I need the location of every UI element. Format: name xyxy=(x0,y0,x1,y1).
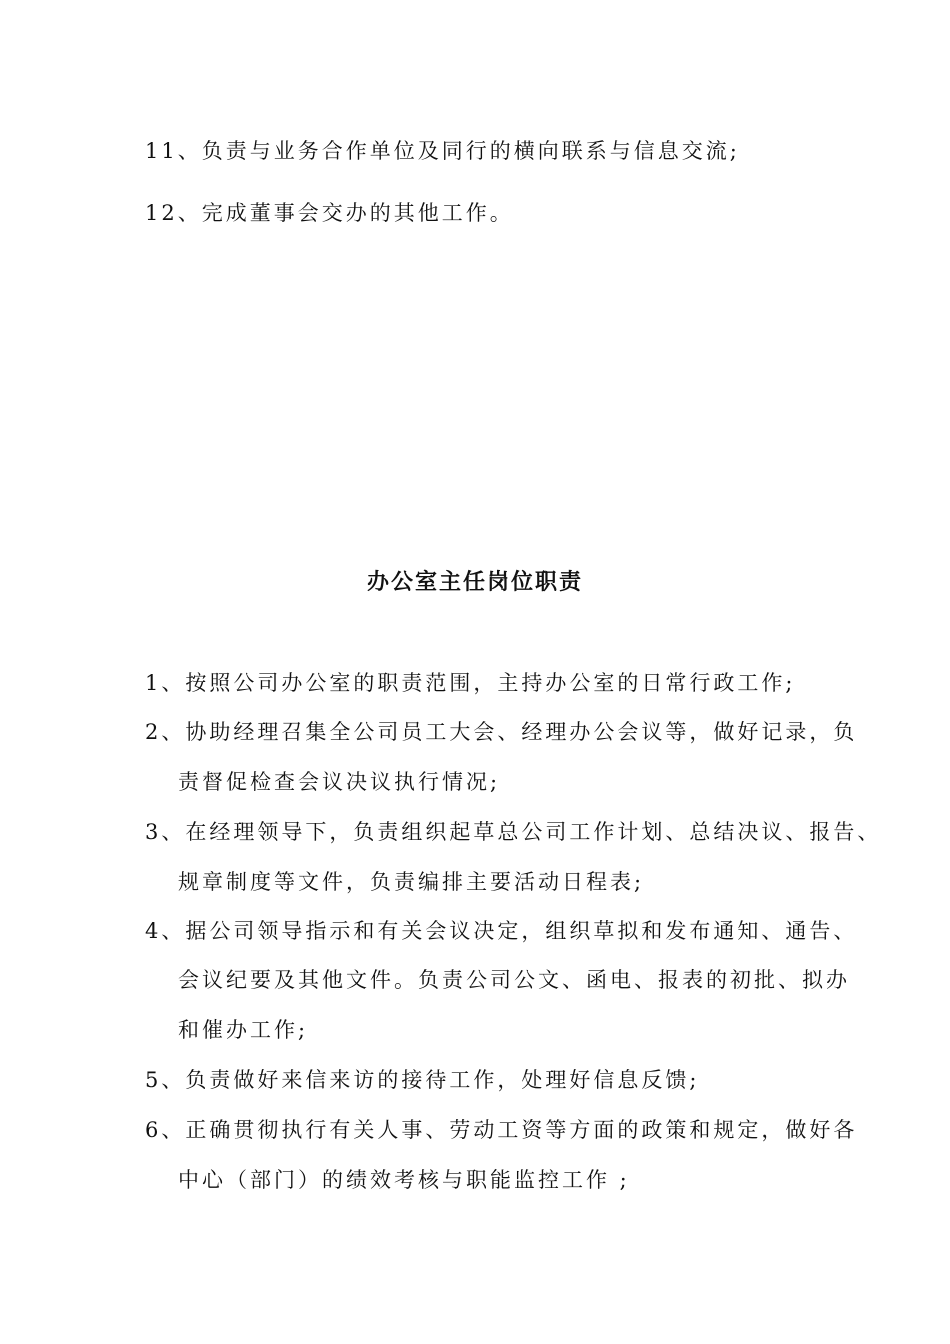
duty-2-line-1: 2、协助经理召集全公司员工大会、经理办公会议等，做好记录，负 xyxy=(145,720,858,744)
duty-2-line-2: 责督促检查会议决议执行情况; xyxy=(178,770,501,794)
duty-4-line-2: 会议纪要及其他文件。负责公司公文、函电、报表的初批、拟办 xyxy=(178,968,850,992)
section-title: 办公室主任岗位职责 xyxy=(366,569,583,595)
list-item-12: 12、完成董事会交办的其他工作。 xyxy=(145,201,514,225)
duty-4-line-1: 4、据公司领导指示和有关会议决定，组织草拟和发布通知、通告、 xyxy=(145,919,858,943)
duty-6-line-2: 中心（部门）的绩效考核与职能监控工作 ; xyxy=(178,1168,630,1192)
list-item-11: 11、负责与业务合作单位及同行的横向联系与信息交流; xyxy=(145,139,740,163)
duty-5-line-1: 5、负责做好来信来访的接待工作，处理好信息反馈; xyxy=(145,1068,700,1092)
duty-6-line-1: 6、正确贯彻执行有关人事、劳动工资等方面的政策和规定，做好各 xyxy=(145,1118,858,1142)
duty-1-line-1: 1、按照公司办公室的职责范围，主持办公室的日常行政工作; xyxy=(145,671,796,695)
duty-4-line-3: 和催办工作; xyxy=(178,1018,309,1042)
duty-3-line-1: 3、在经理领导下，负责组织起草总公司工作计划、总结决议、报告、 xyxy=(145,820,882,844)
duty-3-line-2: 规章制度等文件，负责编排主要活动日程表; xyxy=(178,870,645,894)
